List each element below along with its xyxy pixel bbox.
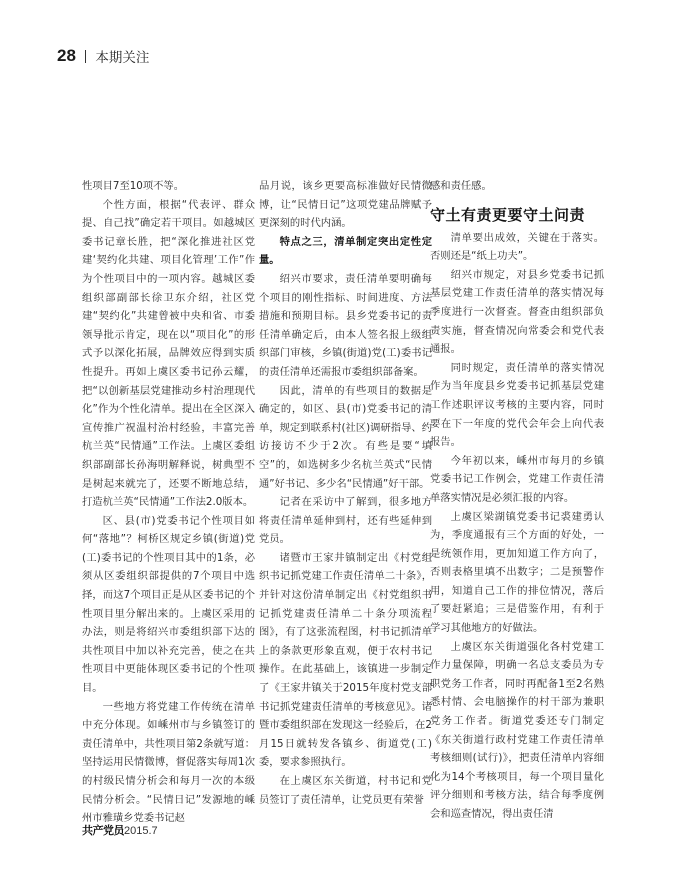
paragraph: 上虞区东关街道强化各村党建工作力量保障，明确一名总支委员为专职党务工作者，同时再配备1至2名熟悉村情、会电脑操作的村干部为兼职党务工作者。街道党委还专门制定《东关街道行政村党建工作责任清单考核细则(试行)》，把责任清单内容细化为14个考核项目，每一个项目量化评分细则和考核方法，结合每季度例会和巡查情况，得出责任清 (430, 640, 604, 820)
paragraph: 一些地方将党建工作传统在清单中充分体现。如嵊州市与乡镇签订的责任清单中，共性项目第2条就写道：坚持运用民情微博，督促落实每周1次的村级民情分析会和每月一次的本级民情分析会。“民情日记”发源地的嵊州市雅璜乡党委书记赵 (82, 700, 255, 825)
paragraph: 感和责任感。 (430, 180, 492, 192)
paragraph: 在上虞区东关街道，村书记和党员签订了责任清单，让党员更有荣誉 (259, 775, 432, 806)
section-title: 本期关注 (95, 50, 150, 66)
page-header (57, 44, 149, 68)
paragraph: 个性方面，根据“代表评、群众提、自己找”确定若干项目。如越城区委书记章长胜，把“深化推进社区党建‘契约化共建、项目化管理’工作”作为个性项目中的一项内容。越城区委组织部副部长徐卫东介绍，社区党建“契约化”共建曾被中央和省、市委领导批示肯定，现在以“项目化”的形式予以深化拓展，品牌效应得到实质性提升。再如上虞区委书记孙云耀，把“以创新基层党建推动乡村治理现代化”作为个性化清单。提出在全区深入宣传推广祝温村治村经验，丰富完善杭兰英“民情通”工作法。上虞区委组织部副部长孙海明解释说，树典型不是树起来就完了，还要不断地总结，打造杭兰英“民情通”工作法2.0版本。 (82, 198, 255, 509)
column-1 (82, 177, 255, 828)
paragraph: 区、县(市)党委书记个性项目如何“落地”？柯桥区规定乡镇(街道)党(工)委书记的个性项目其中的1条，必须从区委组织部提供的7个项目中选择，而这7个项目正是从区委书记的个性项目里分解出来的。上虞区采用的办法，则是将绍兴市委组织部下达的共性项目中加以补充完善，使之在共性项目中更能体现区委书记的个性项目。 (82, 514, 255, 695)
paragraph: 性项目7至10项不等。 (82, 180, 185, 192)
subheading: 特点之三，清单制定突出定性定量。 (259, 235, 432, 267)
paragraph: 记者在采访中了解到，很多地方将责任清单延伸到村，还有些延伸到党员。 (259, 496, 432, 546)
column-3 (430, 177, 604, 824)
section-heading: 守土有责更要守土问责 (430, 205, 586, 224)
header-divider (85, 50, 87, 63)
paragraph: 绍兴市规定，对县乡党委书记抓基层党建工作责任清单的落实情况每季度进行一次督查。督查由组织部负责实施，督查情况向常委会和党代表通报。 (430, 268, 604, 356)
paragraph: 诸暨市王家井镇制定出《村党组织书记抓党建工作责任清单二十条》，并针对这份清单制定出《村党组织书记抓党建责任清单二十条分项流程图》，有了这张流程图，村书记抓清单上的条款更形象直观，便于农村书记操作。在此基础上，该镇进一步制定了《王家井镇关于2015年度村党支部书记抓党建责任清单的考核意见》。诸暨市委组织部在发现这一经验后，在2月15日就转发各镇乡、街道党(工)委，要求参照执行。 (259, 551, 432, 769)
paragraph: 清单要出成效，关键在于落实。否则还是“纸上功夫”。 (430, 231, 604, 263)
paragraph: 今年初以来，嵊州市每月的乡镇党委书记工作例会，党建工作责任清单落实情况是必须汇报的内容。 (430, 454, 604, 504)
page-footer (82, 822, 158, 838)
paragraph: 同时规定，责任清单的落实情况作为当年度县乡党委书记抓基层党建工作述职评议考核的主要内容，同时要在下一年度的党代会年会上向代表报告。 (430, 361, 604, 449)
paragraph: 品月说，该乡更要高标准做好民情微博，让“民情日记”这项党建品牌赋予更深刻的时代内涵。 (259, 180, 432, 230)
page-number: 28 (57, 46, 76, 65)
column-2 (259, 177, 432, 809)
issue-date: 2015.7 (124, 825, 158, 837)
paragraph: 上虞区梁湖镇党委书记裘建勇认为，季度通报有三个方面的好处，一是统领作用，更加知道工作方向了，否则表格里填不出数字；二是预警作用，知道自己工作的排位情况，落后了要赶紧追；三是借鉴作用，有利于学习其他地方的好做法。 (430, 510, 604, 635)
paragraph: 绍兴市要求，责任清单要明确每个项目的刚性指标、时间进度、方法措施和预期目标。县乡党委书记的责任清单确定后，由本人签名报上级组织部门审核，乡镇(街道)党(工)委书记的责任清单还需报市委组织部备案。 (259, 272, 432, 378)
magazine-logo: 共产党员 (82, 824, 124, 837)
paragraph: 因此，清单的有些项目的数据是确定的，如区、县(市)党委书记的清单，规定到联系村(社区)调研指导、约访接访不少于2次。有些是要“填空”的，如选树多少名杭兰英式“民情通”好书记、多少名“民情通”好干部。 (259, 384, 432, 490)
